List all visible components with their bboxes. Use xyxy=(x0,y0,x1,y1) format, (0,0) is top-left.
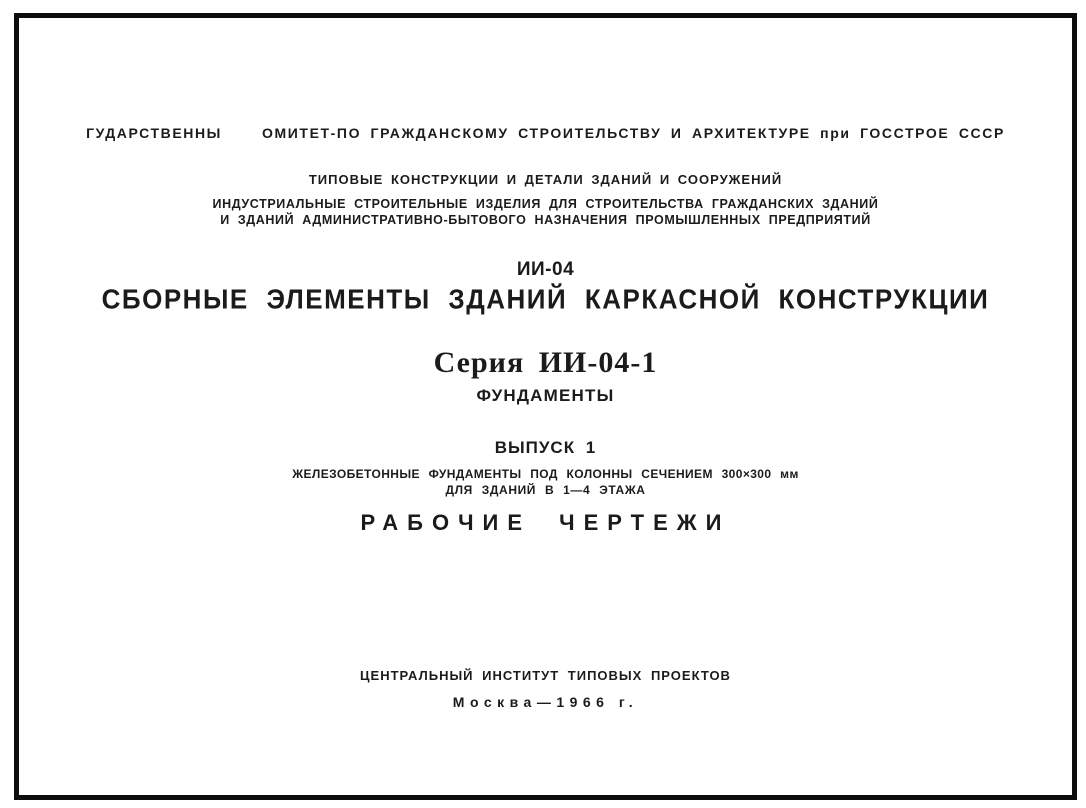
series-designation: Серия ИИ-04-1 xyxy=(433,346,658,379)
series-code: ИИ-04 xyxy=(516,259,575,280)
subtitle-line-1: ИНДУСТРИАЛЬНЫЕ СТРОИТЕЛЬНЫЕ ИЗДЕЛИЯ ДЛЯ СТРОИТЕЛЬСТВА ГРАЖДАНСКИХ ЗДАНИЙ xyxy=(212,197,879,211)
subtitle-line-2: И ЗДАНИЙ АДМИНИСТРАТИВНО-БЫТОВОГО НАЗНАЧЕНИЯ ПРОМЫШЛЕННЫХ ПРЕДПРИЯТИЙ xyxy=(220,213,871,227)
city-year-line: Москва—1966 г. xyxy=(452,694,639,710)
section-title: ФУНДАМЕНТЫ xyxy=(476,386,615,405)
main-title: СБОРНЫЕ ЭЛЕМЕНТЫ ЗДАНИЙ КАРКАСНОЙ КОНСТРУКЦИИ xyxy=(101,283,990,315)
issue-description-line-2: ДЛЯ ЗДАНИЙ В 1—4 ЭТАЖА xyxy=(445,483,646,497)
committee-header-part2: ОМИТЕТ-ПО ГРАЖДАНСКОМУ СТРОИТЕЛЬСТВУ И АРХИТЕКТУРЕ при ГОССТРОЕ СССР xyxy=(262,125,1005,141)
issue-label: ВЫПУСК 1 xyxy=(494,438,597,457)
page-border-frame xyxy=(14,13,1077,800)
publisher-line: ЦЕНТРАЛЬНЫЙ ИНСТИТУТ ТИПОВЫХ ПРОЕКТОВ xyxy=(360,668,731,683)
committee-header-part1: ГУДАРСТВЕННЫ xyxy=(86,125,222,141)
issue-description-line-1: ЖЕЛЕЗОБЕТОННЫЕ ФУНДАМЕНТЫ ПОД КОЛОННЫ СЕЧЕНИЕМ 300×300 мм xyxy=(292,467,799,481)
document-type-title: РАБОЧИЕ ЧЕРТЕЖИ xyxy=(360,510,731,535)
committee-header-line xyxy=(19,125,1072,141)
series-category-line: ТИПОВЫЕ КОНСТРУКЦИИ И ДЕТАЛИ ЗДАНИЙ И СООРУЖЕНИЙ xyxy=(308,172,783,187)
